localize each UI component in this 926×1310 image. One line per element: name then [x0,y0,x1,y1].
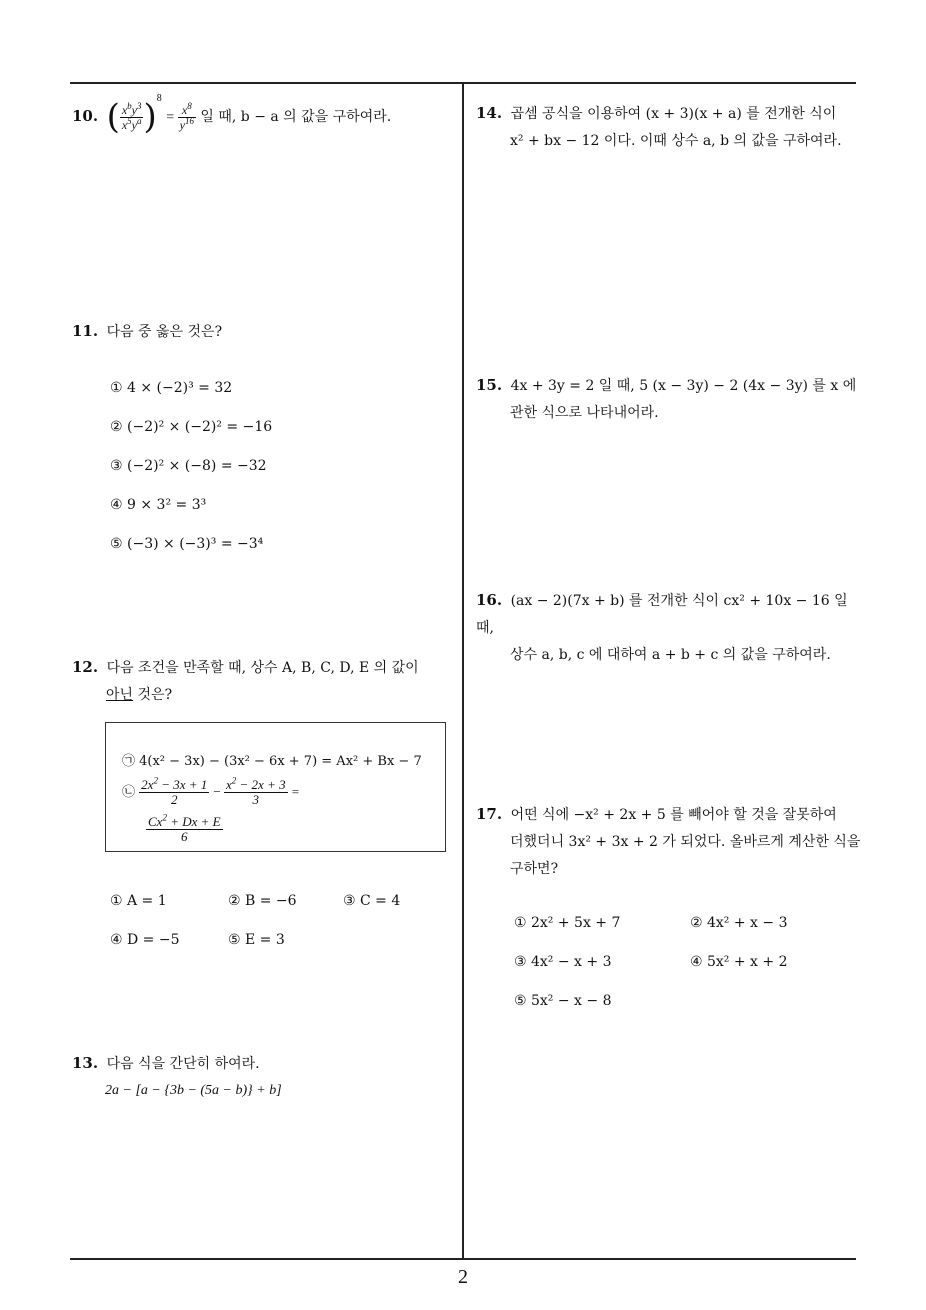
q16-line2: 상수 a, b, c 에 대하여 a + b + c 의 값을 구하여라. [510,647,831,663]
question-12 [72,654,457,709]
q12-condition-2-rhs: $\frac{Cx^2 + Dx + E}{6}$ [148,812,221,844]
question-13 [72,1050,260,1078]
q15-line2: 관한 식으로 나타내어라. [510,405,659,421]
q12-option-5[interactable]: ⑤ E = 3 [228,932,285,948]
bottom-rule [70,1258,856,1260]
page-number: 2 [458,1266,468,1288]
q12-stem-tail: 것은? [137,687,173,703]
question-number: 17. [476,805,503,823]
question-11 [72,318,222,346]
q12-stem-underlined: 아닌 [106,687,134,703]
q17-option-5[interactable]: ⑤ 5x² − x − 8 [514,993,612,1009]
question-number: 16. [476,591,503,609]
question-10 [72,93,392,137]
question-15 [476,372,861,427]
question-number: 15. [476,376,503,394]
q14-line1: 곱셈 공식을 이용하여 (x + 3)(x + a) 를 전개한 식이 [510,106,837,122]
q12-condition-1: ㉠ 4(x² − 3x) − (3x² − 6x + 7) = Ax² + Bx − 7 [122,754,422,769]
q13-expression: 2a − [a − {3b − (5a − b)} + b] [105,1083,282,1098]
q17-option-4[interactable]: ④ 5x² + x + 2 [690,954,788,970]
q12-option-2[interactable]: ② B = −6 [228,893,297,909]
q11-option-3[interactable]: ③ (−2)² × (−8) = −32 [110,458,267,474]
question-number: 12. [72,658,99,676]
q12-option-1[interactable]: ① A = 1 [110,893,167,909]
q10-text: 일 때, b − a 의 값을 구하여라. [200,109,392,125]
q12-condition-2: ㉡ $\frac{2x^2 - 3x + 1}{2}$ − $\frac{x^2 - 2x + 3}{3}$ = [122,775,300,807]
q12-stem-line1: 다음 조건을 만족할 때, 상수 A, B, C, D, E 의 값이 [106,660,419,676]
question-number: 11. [72,322,99,340]
question-16 [476,587,861,669]
question-14 [476,100,861,155]
q17-line3: 구하면? [510,861,559,877]
q17-option-3[interactable]: ③ 4x² − x + 3 [514,954,612,970]
q15-line1: 4x + 3y = 2 일 때, 5 (x − 3y) − 2 (4x − 3y) 를 x 에 [510,378,857,394]
q17-option-2[interactable]: ② 4x² + x − 3 [690,915,788,931]
q16-line1: (ax − 2)(7x + b) 를 전개한 식이 cx² + 10x − 16 일 때, [476,593,848,636]
column-divider [462,82,464,1259]
q17-line1: 어떤 식에 −x² + 2x + 5 를 빼어야 할 것을 잘못하여 [510,807,837,823]
q11-option-1[interactable]: ① 4 × (−2)³ = 32 [110,380,233,396]
q14-line2: x² + bx − 12 이다. 이때 상수 a, b 의 값을 구하여라. [510,133,842,149]
q10-equation: ( $\frac{x^by^3}{x^5y^a}$ )$^8$ = $\frac{x^8}{y^{16}}$ [106,93,194,137]
q11-option-5[interactable]: ⑤ (−3) × (−3)³ = −3⁴ [110,536,264,552]
question-17 [476,801,861,883]
q12-option-3[interactable]: ③ C = 4 [343,893,401,909]
condition-label: ㉡ [122,785,136,800]
q13-stem: 다음 식을 간단히 하여라. [106,1056,260,1072]
question-number: 13. [72,1054,99,1072]
q12-option-4[interactable]: ④ D = −5 [110,932,180,948]
q11-option-2[interactable]: ② (−2)² × (−2)² = −16 [110,419,273,435]
question-number: 10. [72,107,99,125]
question-number: 14. [476,104,503,122]
q11-option-4[interactable]: ④ 9 × 3² = 3³ [110,497,207,513]
q17-option-1[interactable]: ① 2x² + 5x + 7 [514,915,621,931]
q17-line2: 더했더니 3x² + 3x + 2 가 되었다. 올바르게 계산한 식을 [510,834,861,850]
q11-stem: 다음 중 옳은 것은? [106,324,223,340]
